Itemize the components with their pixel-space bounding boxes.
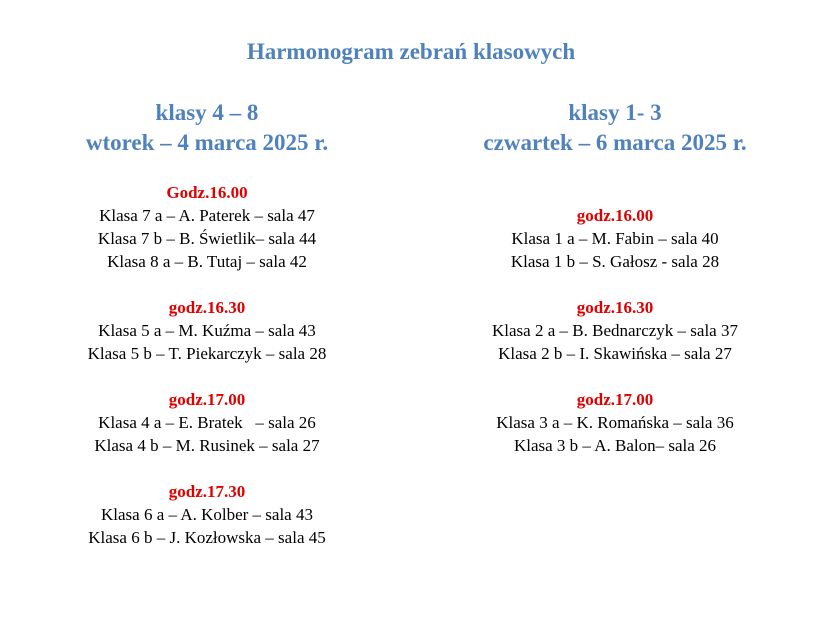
time-label: godz.17.30 (168, 482, 246, 501)
class-entry: Klasa 1 a – M. Fabin – sala 40 (511, 229, 719, 248)
schedule-column-grades-4-8 (0, 98, 414, 572)
time-label: godz.17.00 (576, 390, 654, 409)
class-entry: Klasa 4 a – E. Bratek – sala 26 (98, 413, 316, 432)
time-slot-list (418, 204, 812, 457)
time-slot (418, 388, 812, 457)
time-slot (418, 296, 812, 365)
time-label: godz.16.00 (576, 206, 654, 225)
class-entry: Klasa 3 a – K. Romańska – sala 36 (496, 413, 734, 432)
column-date: czwartek – 6 marca 2025 r. (483, 130, 747, 155)
class-entry: Klasa 4 b – M. Rusinek – sala 27 (94, 436, 320, 455)
time-slot (0, 388, 414, 457)
class-entry: Klasa 8 a – B. Tutaj – sala 42 (107, 252, 307, 271)
class-entry: Klasa 2 a – B. Bednarczyk – sala 37 (492, 321, 738, 340)
column-date: wtorek – 4 marca 2025 r. (85, 130, 329, 155)
page-title: Harmonogram zebrań klasowych (246, 39, 576, 64)
class-entry: Klasa 1 b – S. Gałosz - sala 28 (510, 252, 720, 271)
time-label: godz.17.00 (168, 390, 246, 409)
class-entry: Klasa 6 a – A. Kolber – sala 43 (101, 505, 313, 524)
class-entry: Klasa 6 b – J. Kozłowska – sala 45 (88, 528, 326, 547)
schedule-column-grades-1-3 (418, 98, 812, 480)
time-slot (0, 480, 414, 549)
time-label: godz.16.30 (576, 298, 654, 317)
column-heading: klasy 4 – 8 (155, 100, 259, 125)
time-slot (418, 204, 812, 273)
class-entry: Klasa 2 b – I. Skawińska – sala 27 (498, 344, 732, 363)
class-entry: Klasa 7 b – B. Świetlik– sala 44 (97, 229, 317, 248)
class-entry: Klasa 5 a – M. Kuźma – sala 43 (98, 321, 316, 340)
time-slot (0, 181, 414, 273)
time-slot-list (0, 181, 414, 549)
class-entry: Klasa 7 a – A. Paterek – sala 47 (99, 206, 315, 225)
time-label: godz.16.30 (168, 298, 246, 317)
class-entry: Klasa 3 b – A. Balon– sala 26 (513, 436, 717, 455)
time-slot (0, 296, 414, 365)
time-label: Godz.16.00 (166, 183, 248, 202)
column-heading: klasy 1- 3 (568, 100, 662, 125)
class-entry: Klasa 5 b – T. Piekarczyk – sala 28 (87, 344, 327, 363)
